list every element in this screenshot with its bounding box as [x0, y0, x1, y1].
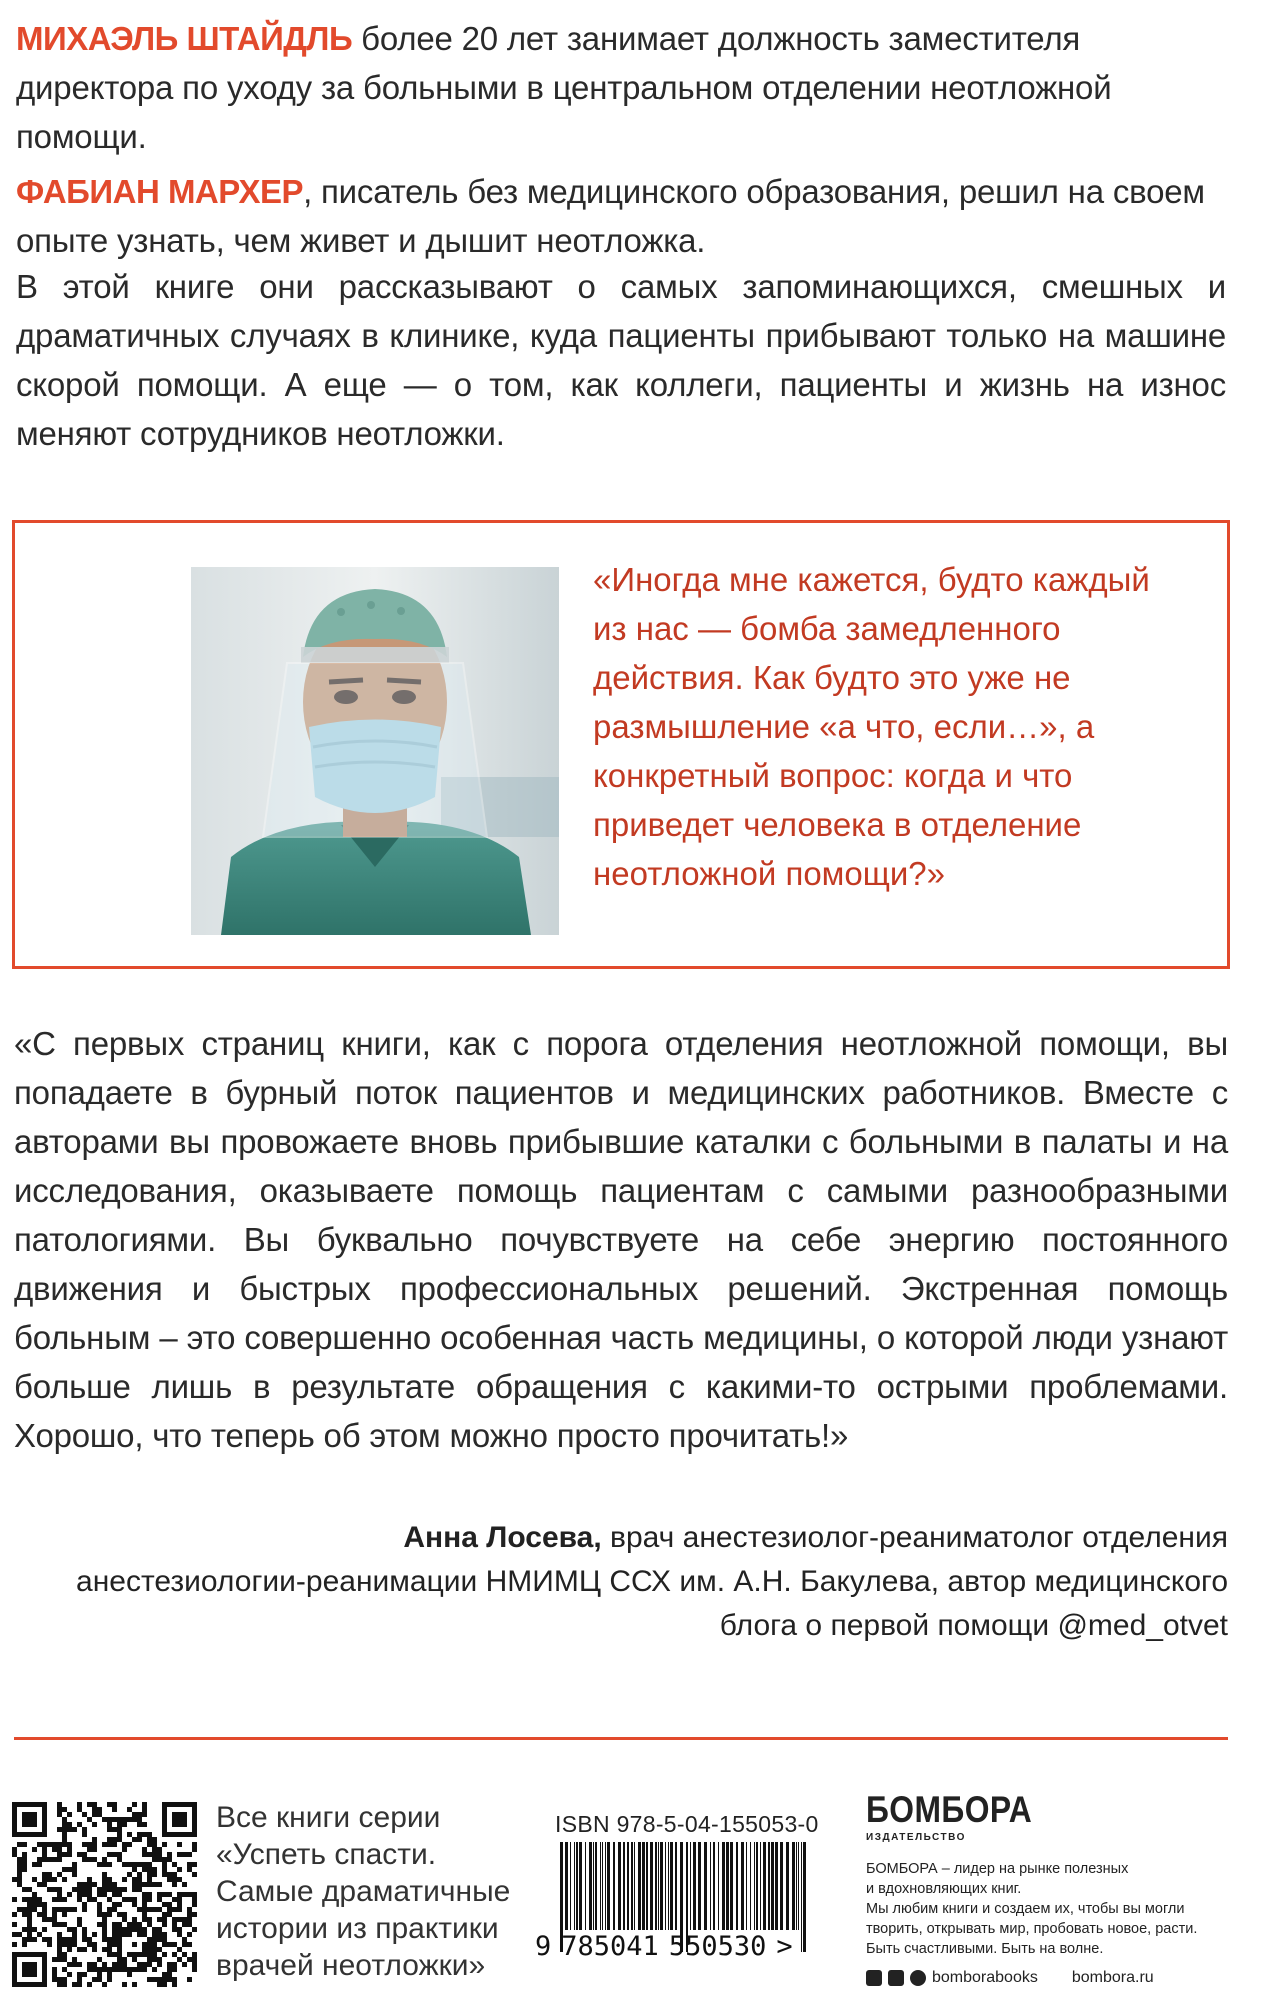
author-bio-text: более 20 лет занимает должность заместителя директора по уходу за больными в центральном отделении неотложной помощи. [16, 20, 1112, 155]
series-note: Все книги серии «Успеть спасти. Самые драматичные истории из практики врачей неотложки» [216, 1801, 511, 1982]
instagram-icon[interactable] [910, 1970, 926, 1986]
publisher-links [866, 1969, 1256, 1987]
author-bio-steidl [16, 14, 1226, 161]
attribution-line-3: блога о первой помощи @med_otvet [719, 1609, 1228, 1642]
author-name: МИХАЭЛЬ ШТАЙДЛЬ [16, 20, 353, 57]
divider [14, 1737, 1228, 1740]
nurse-photo [191, 567, 559, 935]
author-bios [16, 14, 1226, 265]
author-bio-marcher [16, 167, 1226, 265]
quote-box [12, 520, 1230, 969]
reviewer-name: Анна Лосева, [403, 1521, 602, 1554]
vk-icon[interactable] [888, 1970, 904, 1986]
book-description: В этой книге они рассказывают о самых запоминающихся, смешных и драматичных случаях в клинике, куда пациенты прибывают только на машине скорой помощи. А еще — о том, как коллеги, пациенты и жизнь на износ меняют сотрудников неотложки. [16, 268, 1226, 452]
facebook-icon[interactable] [866, 1970, 882, 1986]
publisher-logo: БОМБОРА [866, 1789, 1033, 1830]
publisher-subtitle: ИЗДАТЕЛЬСТВО [866, 1832, 966, 1843]
attribution-line-2: анестезиологии-реанимации НМИМЦ ССХ им. А.Н. Бакулева, автор медицинского [76, 1565, 1228, 1598]
author-bio-text: , писатель без медицинского образования, решил на своем опыте узнать, чем живет и дышит неотложка. [16, 173, 1205, 259]
publisher-block [866, 1790, 1256, 1987]
ean-digits: 9 785041 550530 > [535, 1931, 793, 1962]
review-attribution [14, 1516, 1228, 1648]
isbn: ISBN 978-5-04-155053-0 [555, 1811, 819, 1837]
pull-quote: «Иногда мне кажется, будто каждый из нас — бомба замедленного действия. Как будто это уже не размышление «а что, если…», а конкретный вопрос: когда и что приведет человека в отделение неотложной помощи?» [593, 561, 1150, 892]
publisher-site[interactable]: bombora.ru [1071, 1969, 1154, 1986]
attribution-line-1: Анна Лосева, врач анестезиолог-реаниматолог отделения [403, 1521, 1228, 1554]
publisher-description: БОМБОРА – лидер на рынке полезных и вдохновляющих книг. Мы любим книги и создаем их, чтобы вы могли творить, открывать мир, пробовать новое, расти. Быть счастливыми. Быть на волне. [866, 1861, 1198, 1957]
qr-code-icon [12, 1802, 197, 1987]
social-handle[interactable]: bomborabooks [932, 1969, 1038, 1986]
review-quote: «С первых страниц книги, как с порога отделения неотложной помощи, вы попадаете в бурный поток пациентов и медицинских работников. Вместе с авторами вы провожаете вновь прибывшие каталки с больными в палаты и на исследования, оказываете помощь пациентам с самыми разнообразными патологиями. Вы буквально почувствуете на себе энергию постоянного движения и быстрых профессиональных решений. Экстренная помощь больным – это совершенно особенная часть медицины, о которой люди узнают больше лишь в результате обращения с какими-то острыми проблемами. Хорошо, что теперь об этом можно просто прочитать!» [14, 1025, 1228, 1454]
author-name: ФАБИАН МАРХЕР [16, 173, 304, 210]
